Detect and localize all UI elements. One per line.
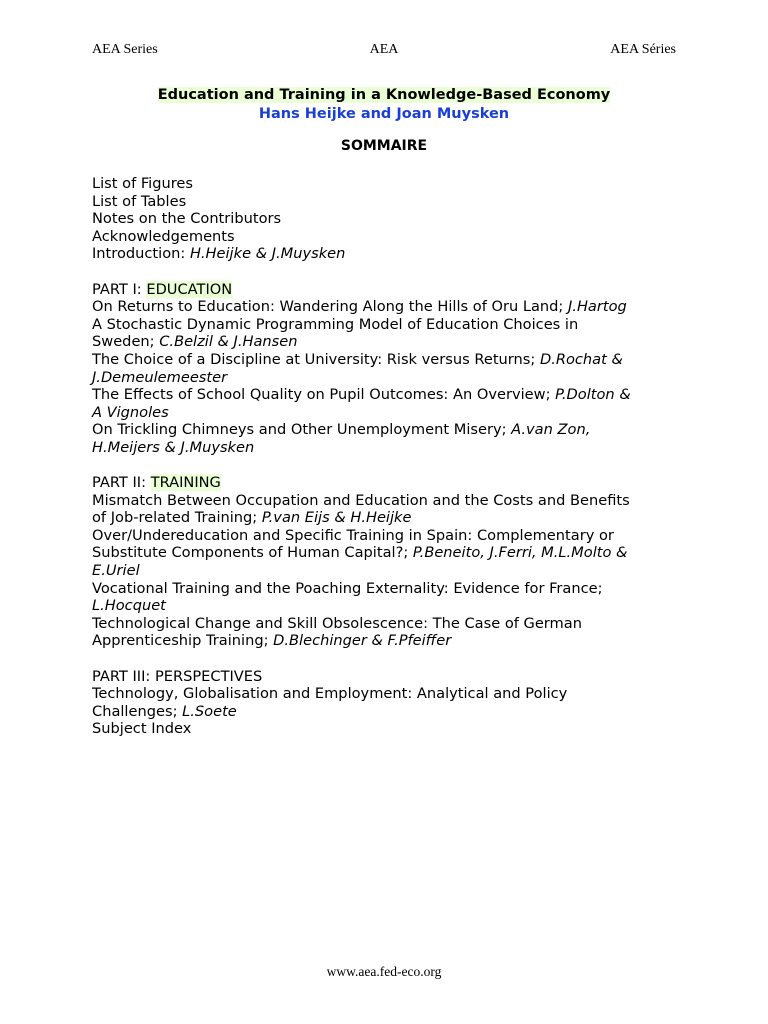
entry-title: Sweden; (92, 333, 160, 351)
part-heading: PART III: PERSPECTIVES (92, 667, 263, 685)
title-block (0, 86, 768, 124)
entry-title: Challenges; (92, 702, 183, 720)
entry-authors: L.Soete (182, 702, 237, 720)
toc-entry (92, 351, 682, 369)
toc-entry (92, 333, 682, 351)
entry-authors: L.Hocquet (92, 597, 166, 615)
entry-title: Introduction: (92, 245, 190, 263)
entry-title: Apprenticeship Training; (92, 632, 274, 650)
entry-authors: E.Uriel (92, 562, 140, 580)
part-heading (92, 281, 682, 299)
toc-entry (92, 615, 682, 633)
part-heading (92, 474, 682, 492)
part-name: EDUCATION (146, 280, 233, 298)
entry-title: On Returns to Education: Wandering Along the Hills of Oru Land; (92, 298, 568, 316)
toc-entry (92, 580, 682, 598)
table-of-contents (92, 175, 682, 738)
toc-entry (92, 369, 682, 387)
sommaire-heading: SOMMAIRE (340, 138, 428, 154)
toc-entry (92, 316, 682, 334)
entry-title: Vocational Training and the Poaching Externality: Evidence for France; (92, 579, 603, 597)
entry-authors: H.Heijke & J.Muysken (189, 245, 346, 263)
toc-entry (92, 632, 682, 650)
toc-entry (92, 404, 682, 422)
book-authors: Hans Heijke and Joan Muysken (258, 106, 510, 122)
header-center: AEA (369, 42, 399, 57)
toc-entry (92, 439, 682, 457)
entry-title: Over/Undereducation and Specific Training in Spain: Complementary or (92, 526, 614, 544)
entry-authors: J.Demeulemeester (92, 368, 228, 386)
toc-entry (92, 685, 682, 703)
toc-entry (92, 562, 682, 580)
toc-entry (92, 492, 682, 510)
entry-authors: P.Dolton & (555, 386, 631, 404)
entry-title: Technological Change and Skill Obsolescence: The Case of German (92, 614, 582, 632)
entry-title: The Choice of a Discipline at University: Risk versus Returns; (92, 350, 540, 368)
entry-title: Technology, Globalisation and Employment: Analytical and Policy (92, 685, 568, 703)
entry-title: A Stochastic Dynamic Programming Model of Education Choices in (92, 315, 579, 333)
entry-title: of Job-related Training; (92, 509, 262, 527)
toc-entry: Notes on the Contributors (92, 210, 282, 228)
toc-entry (92, 509, 682, 527)
toc-entry (92, 386, 682, 404)
entry-title: Substitute Components of Human Capital?; (92, 544, 413, 562)
entry-authors: D.Rochat & (539, 350, 623, 368)
book-title: Education and Training in a Knowledge-Based Economy (157, 87, 611, 103)
toc-entry: Subject Index (92, 720, 192, 738)
entry-authors: A Vignoles (92, 403, 169, 421)
footer-url[interactable]: www.aea.fed-eco.org (326, 964, 442, 979)
entry-authors: J.Hartog (568, 298, 627, 316)
entry-authors: C.Belzil & J.Hansen (159, 333, 298, 351)
part-name: TRAINING (150, 474, 221, 492)
toc-entry (92, 421, 682, 439)
toc-entry (92, 544, 682, 562)
entry-title: The Effects of School Quality on Pupil Outcomes: An Overview; (92, 386, 556, 404)
entry-title: Mismatch Between Occupation and Education and the Costs and Benefits (92, 491, 630, 509)
toc-entry: Acknowledgements (92, 227, 235, 245)
toc-entry (92, 527, 682, 545)
entry-authors: A.van Zon, (511, 421, 591, 439)
toc-entry: List of Figures (92, 175, 194, 192)
header-right: AEA Séries (610, 42, 676, 57)
entry-title: On Trickling Chimneys and Other Unemployment Misery; (92, 421, 512, 439)
running-header (92, 42, 676, 58)
entry-authors: P.Beneito, J.Ferri, M.L.Molto & (412, 544, 628, 562)
toc-entry (92, 703, 682, 721)
toc-entry (92, 298, 682, 316)
part-label: PART II: (92, 474, 151, 492)
entry-authors: P.van Eijs & H.Heijke (261, 509, 412, 527)
entry-authors: D.Blechinger & F.Pfeiffer (273, 632, 452, 650)
toc-entry: List of Tables (92, 192, 187, 210)
toc-entry (92, 245, 682, 263)
toc-entry (92, 597, 682, 615)
entry-authors: H.Meijers & J.Muysken (92, 438, 255, 456)
part-label: PART I: (92, 280, 147, 298)
header-left: AEA Series (92, 42, 158, 57)
